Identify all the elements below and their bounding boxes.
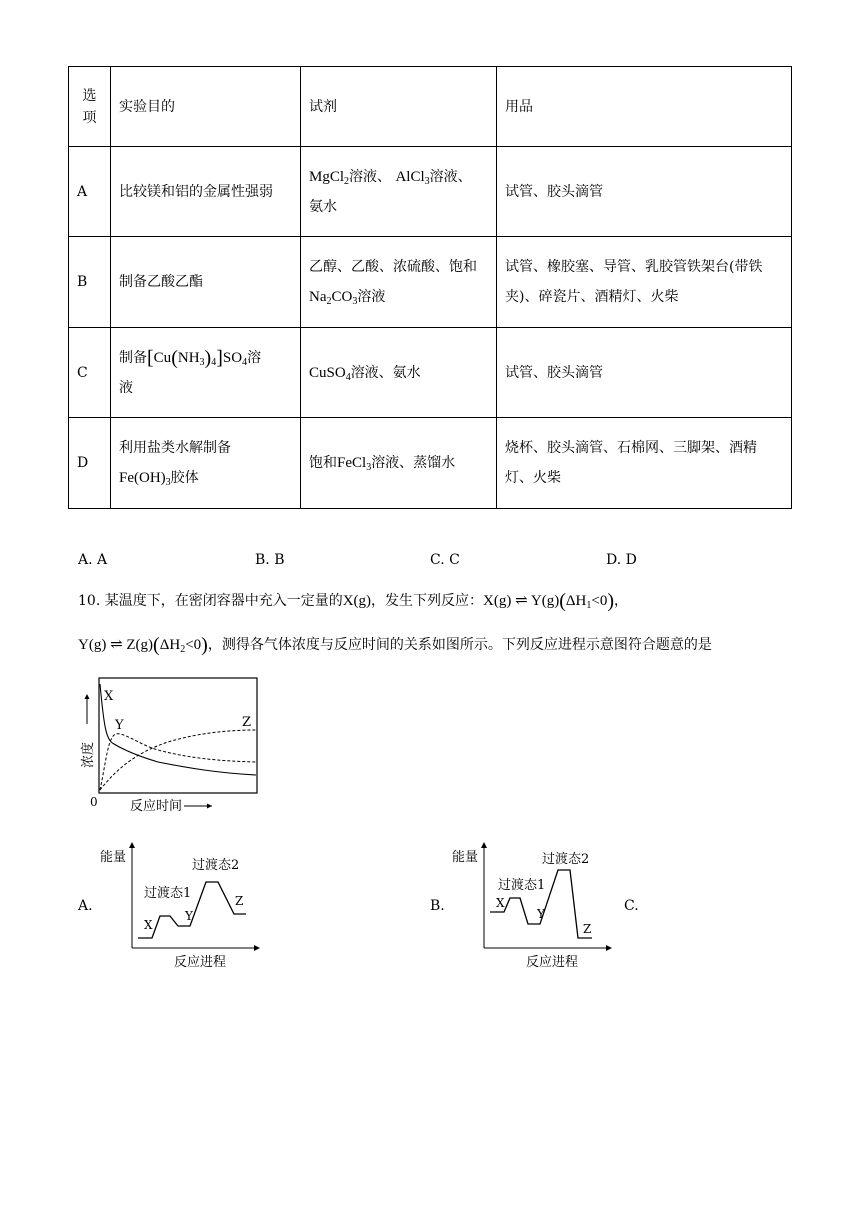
row-items: 试管、橡胶塞、导管、乳胶管铁架台(带铁 夹)、碎瓷片、酒精灯、火柴 <box>497 237 792 328</box>
energy-diagram-b <box>452 840 622 972</box>
row-items: 烧杯、胶头滴管、石棉网、三脚架、酒精 灯、火柴 <box>497 418 792 509</box>
table-row <box>69 147 792 237</box>
series-z-curve <box>100 730 256 790</box>
table-row <box>69 237 792 328</box>
choice-a[interactable]: A. A <box>78 552 108 568</box>
option-b-label[interactable]: B. <box>430 898 445 914</box>
svg-text:Z: Z <box>583 922 592 936</box>
question-table <box>68 66 792 509</box>
energy-diagram-a <box>100 840 270 972</box>
row-option: B <box>69 237 111 328</box>
label-x: X <box>104 689 114 704</box>
answer-choices <box>78 552 838 572</box>
row-purpose: 制备乙酸乙酯 <box>111 237 301 328</box>
x-axis-label: 反应进程 <box>526 955 579 970</box>
option-a-label[interactable]: A. <box>78 898 93 914</box>
x-axis-label: 反应时间 <box>130 799 183 814</box>
row-purpose: 比较镁和铝的金属性强弱 <box>111 147 301 237</box>
header-items: 用品 <box>497 67 792 147</box>
row-purpose: 利用盐类水解制备 $Fe(OH)_3$胶体 <box>111 418 301 509</box>
choice-d[interactable]: D. D <box>606 552 637 568</box>
header-purpose: 实验目的 <box>111 67 301 147</box>
header-option: 选项 <box>69 67 111 147</box>
choice-c[interactable]: C. C <box>430 552 460 568</box>
y-axis-label: 浓度 <box>81 741 96 768</box>
table-row <box>69 418 792 509</box>
question-10-line1: 10. 某温度下，在密闭容器中充入一定量的X(g)，发生下列反应：X(g) ⇌ $Y(g)(\Delta H_1<0)$， <box>78 590 629 612</box>
row-reagent: CuSO$_4$溶液、氨水 <box>301 328 497 418</box>
ts2-label: 过渡态2 <box>542 852 590 867</box>
concentration-chart <box>78 672 268 820</box>
table-row <box>69 328 792 418</box>
ts2-label: 过渡态2 <box>192 858 240 873</box>
svg-text:X: X <box>496 896 505 910</box>
question-10-line2: Y(g) ⇌ $Z(g)(\Delta H_2<0)$，测得各气体浓度与反应时间的关系如图所示。下列反应进程示意图符合题意的是 <box>78 634 712 656</box>
svg-text:X: X <box>144 918 153 932</box>
option-c-label[interactable]: C. <box>624 898 639 914</box>
choice-b[interactable]: B. B <box>255 552 285 568</box>
row-purpose: 制备$[Cu(NH_3)_4]SO_4$溶 液 <box>111 328 301 418</box>
y-axis-label: 能量 <box>100 850 127 865</box>
svg-text:Y: Y <box>185 909 193 923</box>
row-reagent: MgCl$_2$溶液、 AlCl$_3$溶液、 氨水 <box>301 147 497 237</box>
x-axis-label: 反应进程 <box>174 955 227 970</box>
row-option: C <box>69 328 111 418</box>
origin-label: 0 <box>90 795 98 809</box>
table-header-row <box>69 67 792 147</box>
label-y: Y <box>115 718 124 733</box>
header-reagent: 试剂 <box>301 67 497 147</box>
series-y-curve <box>100 734 256 790</box>
svg-text:Z: Z <box>235 894 244 908</box>
ts1-label: 过渡态1 <box>144 886 192 901</box>
y-axis-label: 能量 <box>452 850 479 865</box>
row-reagent: 乙醇、乙酸、浓硫酸、饱和 $Na_2CO_3$溶液 <box>301 237 497 328</box>
ts1-label: 过渡态1 <box>498 878 546 893</box>
svg-text:Y: Y <box>537 907 545 921</box>
row-option: D <box>69 418 111 509</box>
label-z: Z <box>242 715 252 730</box>
row-items: 试管、胶头滴管 <box>497 328 792 418</box>
row-items: 试管、胶头滴管 <box>497 147 792 237</box>
row-option: A <box>69 147 111 237</box>
row-reagent: 饱和FeCl$_3$溶液、蒸馏水 <box>301 418 497 509</box>
